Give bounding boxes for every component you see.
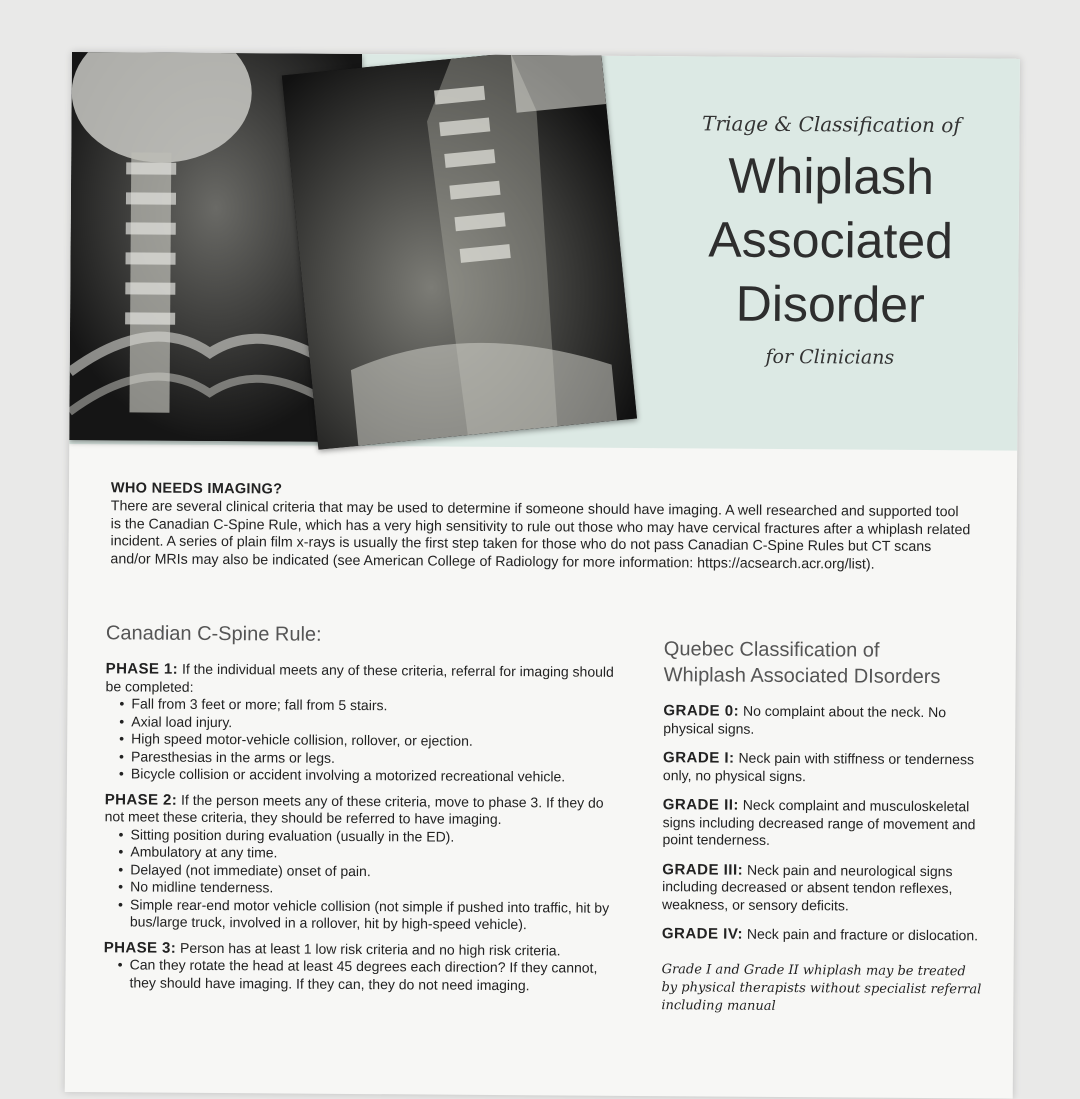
quebec-heading-line-2: Whiplash Associated DIsorders [663,664,941,689]
treatment-note: Grade I and Grade II whiplash may be treated by physical therapists without specialist referral including manual [661,961,982,1014]
title-line-2: Associated [708,211,954,270]
phase-3-list [103,956,623,995]
list-item: • Can they rotate the head at least 45 degrees each direction? If they cannot, they should have imaging. If they can, they do not need imaging. [129,956,623,994]
header-banner [69,52,1020,451]
phase-text: If the individual meets any of these criteria, referral for imaging should be completed: [105,660,614,695]
list-item: • Bicycle collision or accident involving a motorized recreational vehicle. [131,765,625,786]
quebec-heading [664,636,984,690]
xray-lateral-image [282,52,637,450]
title-block [680,111,982,369]
grade-0 [663,702,983,739]
title-line-3: Disorder [735,275,925,333]
grade-2 [662,796,982,851]
phase-1 [105,660,626,786]
phase-text: If the person meets any of these criteria, move to phase 3. If they do not meet these criteria, they should be referred to have imaging. [104,791,604,828]
grade-text: Neck pain with stiffness or tenderness only, no physical signs. [662,749,975,784]
list-item: • High speed motor-vehicle collision, rollover, or ejection. [131,730,625,751]
list-item: • Axial load injury. [131,713,625,734]
grade-3 [662,861,982,916]
list-item: • Delayed (not immediate) onset of pain. [130,861,624,882]
grade-label: GRADE I: [663,749,735,767]
quebec-column [661,636,984,1017]
phase-label: PHASE 1: [105,660,179,678]
grade-4 [662,925,982,945]
grade-label: GRADE 0: [663,702,740,720]
list-item: • Fall from 3 feet or more; fall from 5 stairs. [131,695,625,716]
list-item: • Sitting position during evaluation (usually in the ED). [130,826,624,847]
quebec-heading-line-1: Quebec Classification of [663,638,880,662]
grade-label: GRADE III: [662,860,744,879]
pretitle: Triage & Classification of [702,111,961,138]
imaging-heading: WHO NEEDS IMAGING? [110,480,283,498]
phase-1-list [105,695,626,786]
handout-page [65,52,1020,1099]
grade-text: Neck complaint and musculoskeletal signs including decreased range of movement and point tenderness. [662,796,976,848]
list-item: • No midline tenderness. [130,878,624,899]
phase-text: Person has at least 1 low risk criteria and no high risk criteria. [179,939,561,958]
cspine-column [103,620,626,1003]
grade-label: GRADE IV: [661,925,744,943]
phase-3 [103,939,623,995]
phase-label: PHASE 3: [103,938,177,957]
cspine-heading: Canadian C-Spine Rule: [105,622,322,646]
grade-text: Neck pain and neurological signs including decreased or absent tendon reflexes, weakness, or sensory deficits. [662,861,953,913]
phase-2-list [104,826,625,935]
phase-label: PHASE 2: [104,790,178,809]
list-item: • Simple rear-end motor vehicle collision (not simple if pushed into traffic, hit by bus/large truck, involved in a rollover, hit by high-speed vehicle). [130,896,624,934]
subtitle: for Clinicians [765,345,895,369]
grade-text: Neck pain and fracture or dislocation. [746,925,979,944]
list-item: • Paresthesias in the arms or legs. [131,748,625,769]
phase-2 [104,791,625,935]
grade-text: No complaint about the neck. No physical signs. [663,702,947,737]
grade-1 [663,749,983,786]
title-line-1: Whiplash [728,147,935,206]
main-title [680,143,981,337]
imaging-paragraph: There are several clinical criteria that may be used to determine if someone should have imaging. A well researched and supported tool is the Canadian C-Spine Rule, which has a very high sensitivity to rule out those who may have cervical fractures after a whiplash related incident. A series of plain film x-rays is usually the first step taken for those who do not pass Canadian C-Spine Rules but CT scans and/or MRIs may also be indicated (see American College of Radiology for more information: https://acsearch.acr.org/list). [110,498,971,573]
list-item: • Ambulatory at any time. [130,843,624,864]
grade-label: GRADE II: [662,796,739,814]
